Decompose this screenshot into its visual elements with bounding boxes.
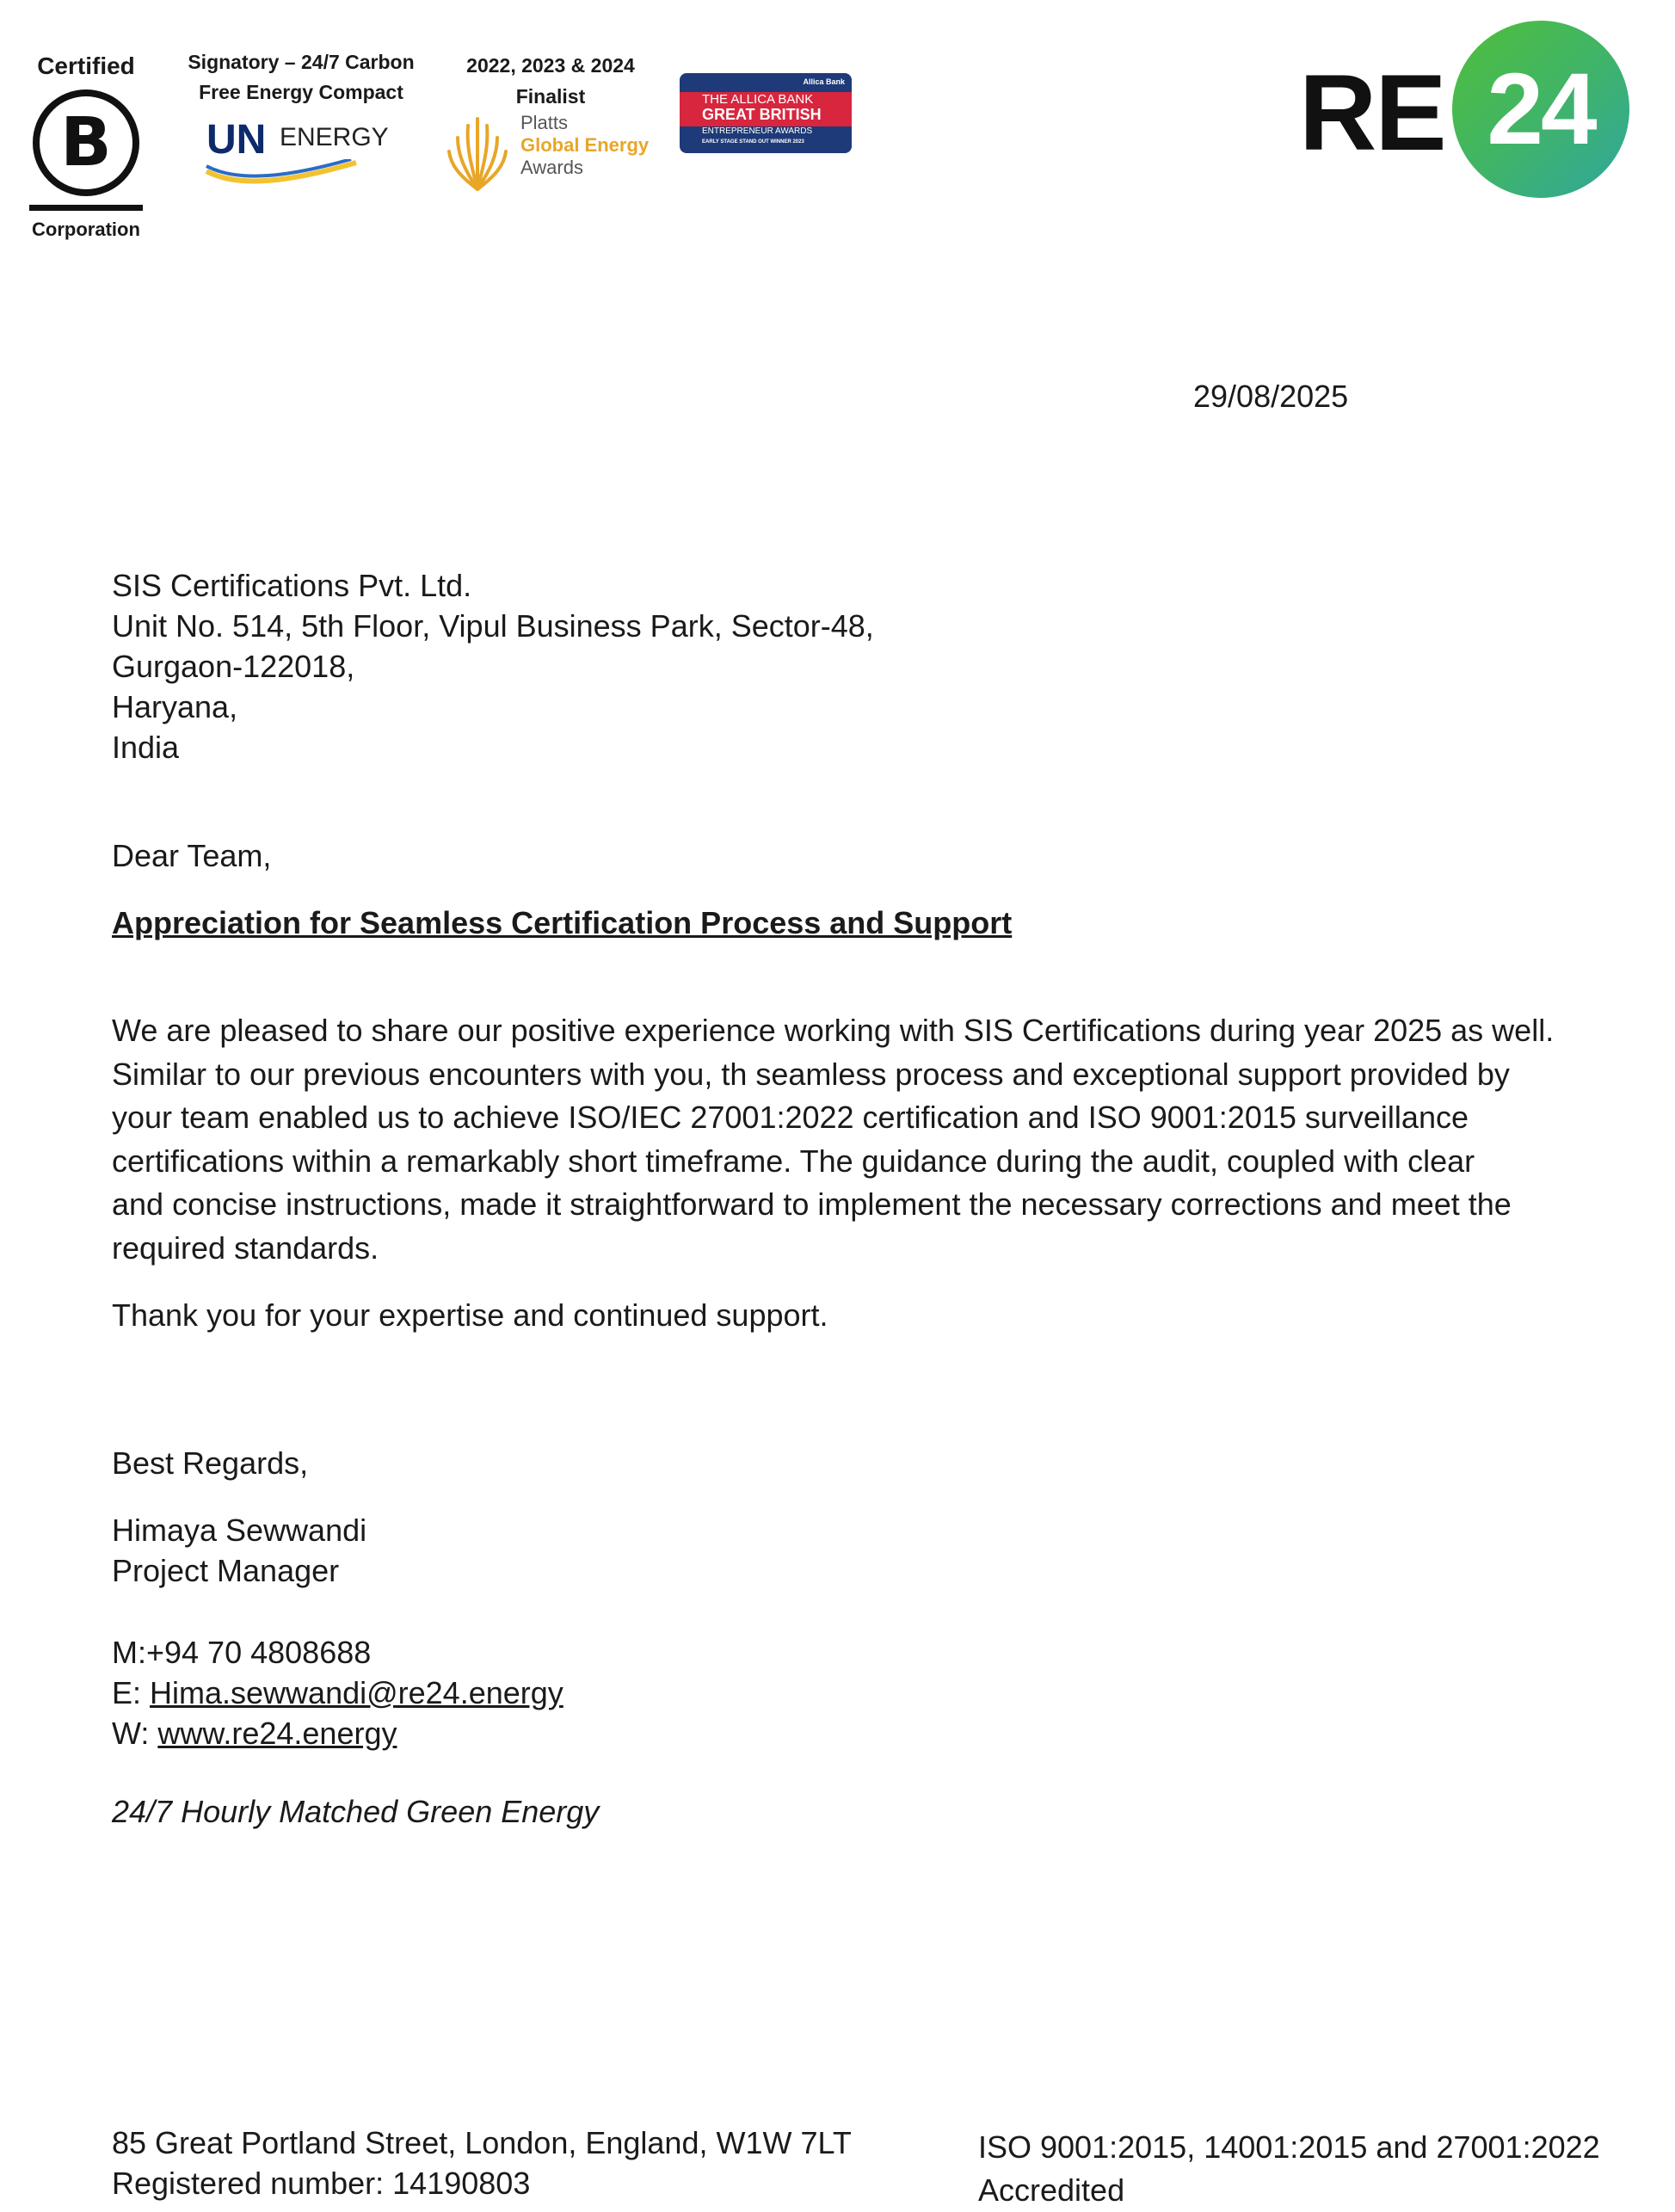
un-energy-caption-2: Free Energy Compact bbox=[199, 81, 403, 103]
energy-text: ENERGY bbox=[280, 123, 389, 151]
footer-address: 85 Great Portland Street, London, England, W1W 7LT bbox=[112, 2125, 852, 2160]
body-line: Similar to our previous encounters with you, th seamless process and exceptional support provided by bbox=[112, 1056, 1510, 1092]
platts-years: 2022, 2023 & 2024 bbox=[466, 54, 635, 77]
allica-line-3: ENTREPRENEUR AWARDS bbox=[702, 126, 813, 136]
address-line: Unit No. 514, 5th Floor, Vipul Business Park, Sector-48, bbox=[112, 608, 874, 644]
web-row bbox=[112, 1713, 563, 1753]
body-line: We are pleased to share our positive experience working with SIS Certifications during year 2025 as well. bbox=[112, 1013, 1555, 1048]
signer-title: Project Manager bbox=[112, 1553, 340, 1588]
letter-subject: Appreciation for Seamless Certification Process and Support bbox=[112, 905, 1013, 940]
re24-number: 24 bbox=[1487, 52, 1595, 166]
re24-re-text: RE bbox=[1299, 53, 1445, 173]
footer-registered: Registered number: 14190803 bbox=[112, 2166, 531, 2201]
bcorp-certified-text: Certified bbox=[37, 52, 135, 79]
allica-bank-text: Allica Bank bbox=[803, 77, 845, 86]
mobile-number: M:+94 70 4808688 bbox=[112, 1635, 372, 1670]
allica-line-4: EARLY STAGE STAND OUT WINNER 2023 bbox=[702, 139, 804, 145]
platts-line-2: Global Energy bbox=[520, 134, 650, 156]
address-line: Haryana, bbox=[112, 689, 238, 724]
footer-iso: ISO 9001:2015, 14001:2015 and 27001:2022 bbox=[978, 2129, 1600, 2165]
allica-award-badge bbox=[680, 73, 852, 153]
email-label: E: bbox=[112, 1675, 151, 1710]
web-label: W: bbox=[112, 1716, 158, 1751]
recipient-address bbox=[112, 565, 874, 767]
platts-line-1: Platts bbox=[520, 112, 569, 133]
un-energy-caption-1: Signatory – 24/7 Carbon bbox=[188, 51, 415, 73]
bcorp-logo bbox=[26, 52, 146, 250]
footer-accredited: Accredited bbox=[978, 2172, 1125, 2208]
body-line: certifications within a remarkably short timeframe. The guidance during the audit, coupled with clear bbox=[112, 1143, 1475, 1179]
email-link[interactable]: Hima.sewwandi@re24.energy bbox=[150, 1675, 563, 1710]
signer-name: Himaya Sewwandi bbox=[112, 1513, 367, 1548]
platts-line-3: Awards bbox=[520, 157, 583, 178]
address-line: SIS Certifications Pvt. Ltd. bbox=[112, 568, 472, 603]
address-line: Gurgaon-122018, bbox=[112, 649, 355, 684]
body-line: required standards. bbox=[112, 1229, 379, 1266]
platts-award bbox=[447, 50, 654, 191]
body-line: and concise instructions, made it straightforward to implement the necessary corrections and meet the bbox=[112, 1186, 1512, 1222]
un-energy-logo bbox=[172, 47, 430, 183]
body-line: your team enabled us to achieve ISO/IEC 27001:2022 certification and ISO 9001:2015 surveillance bbox=[112, 1100, 1469, 1135]
letter-date: 29/08/2025 bbox=[1193, 379, 1349, 414]
email-row bbox=[112, 1673, 563, 1713]
allica-line-2: GREAT BRITISH bbox=[702, 106, 822, 123]
tagline: 24/7 Hourly Matched Green Energy bbox=[112, 1794, 600, 1829]
address-line: India bbox=[112, 730, 180, 765]
footer-right bbox=[978, 2126, 1600, 2212]
bcorp-rule bbox=[29, 205, 143, 211]
un-energy-mark bbox=[172, 114, 430, 183]
signature-block bbox=[112, 1510, 366, 1591]
re24-logo bbox=[1290, 19, 1635, 200]
letter-body bbox=[112, 1009, 1554, 1270]
bcorp-letter: B bbox=[60, 104, 112, 182]
allica-line-1: THE ALLICA BANK bbox=[702, 92, 814, 107]
bcorp-b-icon bbox=[29, 86, 143, 200]
bcorp-corporation-text: Corporation bbox=[32, 219, 140, 240]
platts-flame-icon bbox=[447, 114, 508, 191]
salutation: Dear Team, bbox=[112, 838, 272, 873]
footer-left bbox=[112, 2123, 852, 2203]
web-link[interactable]: www.re24.energy bbox=[157, 1716, 397, 1751]
platts-finalist: Finalist bbox=[515, 85, 586, 108]
un-text: UN bbox=[206, 117, 267, 163]
thanks-line: Thank you for your expertise and continued support. bbox=[112, 1297, 828, 1333]
platts-mark bbox=[447, 114, 654, 191]
closing: Best Regards, bbox=[112, 1445, 309, 1481]
un-swoosh-icon bbox=[205, 159, 360, 185]
contact-block bbox=[112, 1632, 563, 1753]
